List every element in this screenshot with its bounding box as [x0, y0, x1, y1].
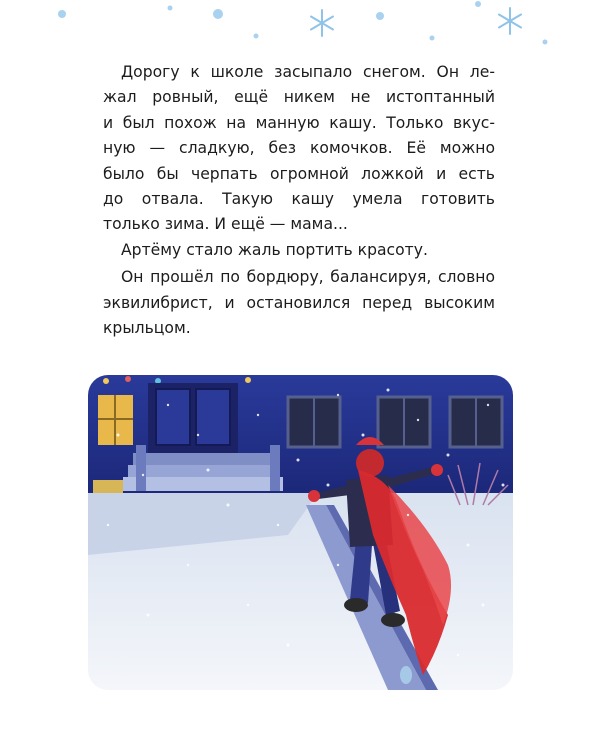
- snow-dot: [58, 10, 66, 18]
- snow-dot: [213, 9, 223, 19]
- snowflake-decoration: [0, 0, 600, 60]
- snowflake-icon: [311, 10, 333, 36]
- text-line: жал ровный, ещё никем не истоптанный: [103, 88, 495, 107]
- snow-dot: [376, 12, 384, 20]
- text-line: крыльцом.: [103, 319, 191, 338]
- winter-night-scene: [88, 375, 513, 690]
- snowflake-icon: [499, 8, 521, 34]
- story-text: [103, 60, 495, 341]
- snow-dot: [254, 34, 259, 39]
- text-line: только зима. И ещё — мама...: [103, 215, 348, 234]
- text-line: Дорогу к школе засыпало снегом. Он ле-: [121, 63, 495, 81]
- illustration: [88, 375, 513, 690]
- snow-dot: [475, 1, 481, 7]
- text-line: эквилибрист, и остановился перед высоким: [103, 293, 495, 312]
- porch-stairs: [133, 453, 273, 465]
- text-line: до отвала. Такую кашу умела готовить: [103, 190, 495, 209]
- snow-dot: [430, 36, 435, 41]
- text-line: Он прошёл по бордюру, балансируя, словно: [121, 268, 495, 287]
- text-line: и был похож на манную кашу. Только вкус-: [103, 113, 495, 132]
- text-line: Артёму стало жаль портить красоту.: [121, 240, 428, 259]
- text-line: было бы черпать огромной ложкой и есть: [103, 164, 495, 183]
- snow-dot: [543, 40, 548, 45]
- snow-dot: [168, 6, 173, 11]
- text-line: ную — сладкую, без комочков. Её можно: [103, 139, 495, 158]
